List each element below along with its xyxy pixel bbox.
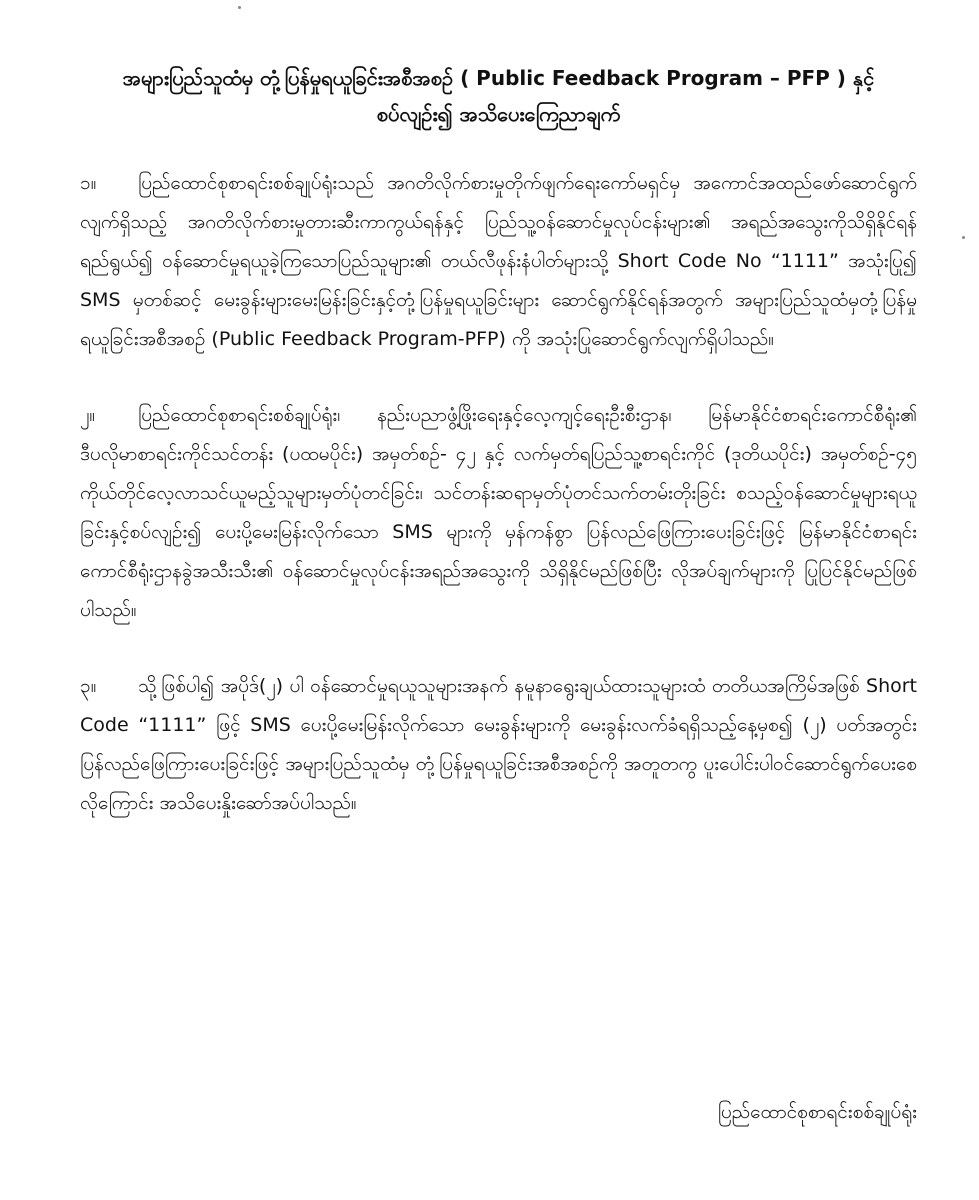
paragraph-text: သို့ဖြစ်ပါ၍ အပိုဒ်(၂) ပါ ဝန်ဆောင်မှုရယူသူများအနက် နမူနာရွေးချယ်ထားသူများထံ တတိယအကြိမ်အဖြစ် Short Code “1111” ဖြင့် SMS ပေးပို့မေးမြန်းလိုက်သော မေးခွန်းများကို မေးခွန်းလက်ခံရရှိသည့်နေ့မှစ၍ (၂) ပတ်အတွင်း ပြန်လည်ဖြေကြားပေးခြင်းဖြင့် အများပြည်သူထံမှ တုံ့ပြန်မှုရယူခြင်းအစီအစဉ်ကို အတူတကွ ပူးပေါင်းပါဝင်ဆောင်ရွက်ပေးစေလိုကြောင်း အသိပေးနှိုးဆော်အပ်ပါသည်။ bbox=[80, 675, 917, 814]
paragraph-3 bbox=[80, 667, 917, 823]
paragraph-number: ၃။ bbox=[80, 675, 97, 697]
document-title bbox=[80, 60, 917, 132]
paragraph-2 bbox=[80, 396, 917, 630]
scan-speck bbox=[238, 6, 241, 9]
paragraph-text: ပြည်ထောင်စုစာရင်းစစ်ချုပ်ရုံး၊ နည်းပညာဖွံ့ဖြိုးရေးနှင့်လေ့ကျင့်ရေးဦးစီးဌာန၊ မြန်မာနိုင်ငံစာရင်းကောင်စီရုံး၏ ဒီပလိုမာစာရင်းကိုင်သင်တန်း (ပထမပိုင်း) အမှတ်စဉ်- ၄၂ နှင့် လက်မှတ်ရပြည်သူ့စာရင်းကိုင် (ဒုတိယပိုင်း) အမှတ်စဉ်-၄၅ ကိုယ်တိုင်လေ့လာသင်ယူမည့်သူများမှတ်ပုံတင်ခြင်း၊ သင်တန်းဆရာမှတ်ပုံတင်သက်တမ်းတိုးခြင်း စသည့်ဝန်ဆောင်မှုများရယူခြင်းနှင့်စပ်လျဉ်း၍ ပေးပို့မေးမြန်းလိုက်သော SMS များကို မှန်ကန်စွာ ပြန်လည်ဖြေကြားပေးခြင်းဖြင့် မြန်မာနိုင်ငံစာရင်းကောင်စီရုံးဌာနခွဲအသီးသီး၏ ဝန်ဆောင်မှုလုပ်ငန်းအရည်အသွေးကို သိရှိနိုင်မည်ဖြစ်ပြီး လိုအပ်ချက်များကို ပြုပြင်နိုင်မည်ဖြစ်ပါသည်။ bbox=[80, 404, 917, 621]
paragraph-number: ၁။ bbox=[80, 172, 97, 194]
paragraph-number: ၂။ bbox=[80, 404, 96, 426]
paragraph-text: ပြည်ထောင်စုစာရင်းစစ်ချုပ်ရုံးသည် အဂတိလိုက်စားမှုတိုက်ဖျက်ရေးကော်မရှင်မှ အကောင်အထည်ဖော်ဆောင်ရွက်လျက်ရှိသည့် အဂတိလိုက်စားမှုတားဆီးကာကွယ်ရန်နှင့် ပြည်သူ့ဝန်ဆောင်မှုလုပ်ငန်းများ၏ အရည်အသွေးကိုသိရှိနိုင်ရန် ရည်ရွယ်၍ ဝန်ဆောင်မှုရယူခဲ့ကြသောပြည်သူများ၏ တယ်လီဖုန်းနံပါတ်များသို့ Short Code No “1111” အသုံးပြု၍ SMS မှတစ်ဆင့် မေးခွန်းများမေးမြန်းခြင်းနှင့်တုံ့ပြန်မှုရယူခြင်းများ ဆောင်ရွက်နိုင်ရန်အတွက် အများပြည်သူထံမှတုံ့ပြန်မှုရယူခြင်းအစီအစဉ် (Public Feedback Program-PFP) ကို အသုံးပြုဆောင်ရွက်လျက်ရှိပါသည်။ bbox=[80, 172, 917, 350]
paragraph-1 bbox=[80, 164, 917, 359]
signature-office: ပြည်ထောင်စုစာရင်းစစ်ချုပ်ရုံး bbox=[717, 1101, 917, 1123]
title-line-2: စပ်လျဉ်း၍ အသိပေးကြေညာချက် bbox=[376, 102, 621, 126]
scan-speck bbox=[962, 236, 965, 239]
title-line-1: အများပြည်သူထံမှ တုံ့ပြန်မှုရယူခြင်းအစီအစဉ် ( Public Feedback Program – PFP ) နှင့် bbox=[122, 66, 875, 90]
